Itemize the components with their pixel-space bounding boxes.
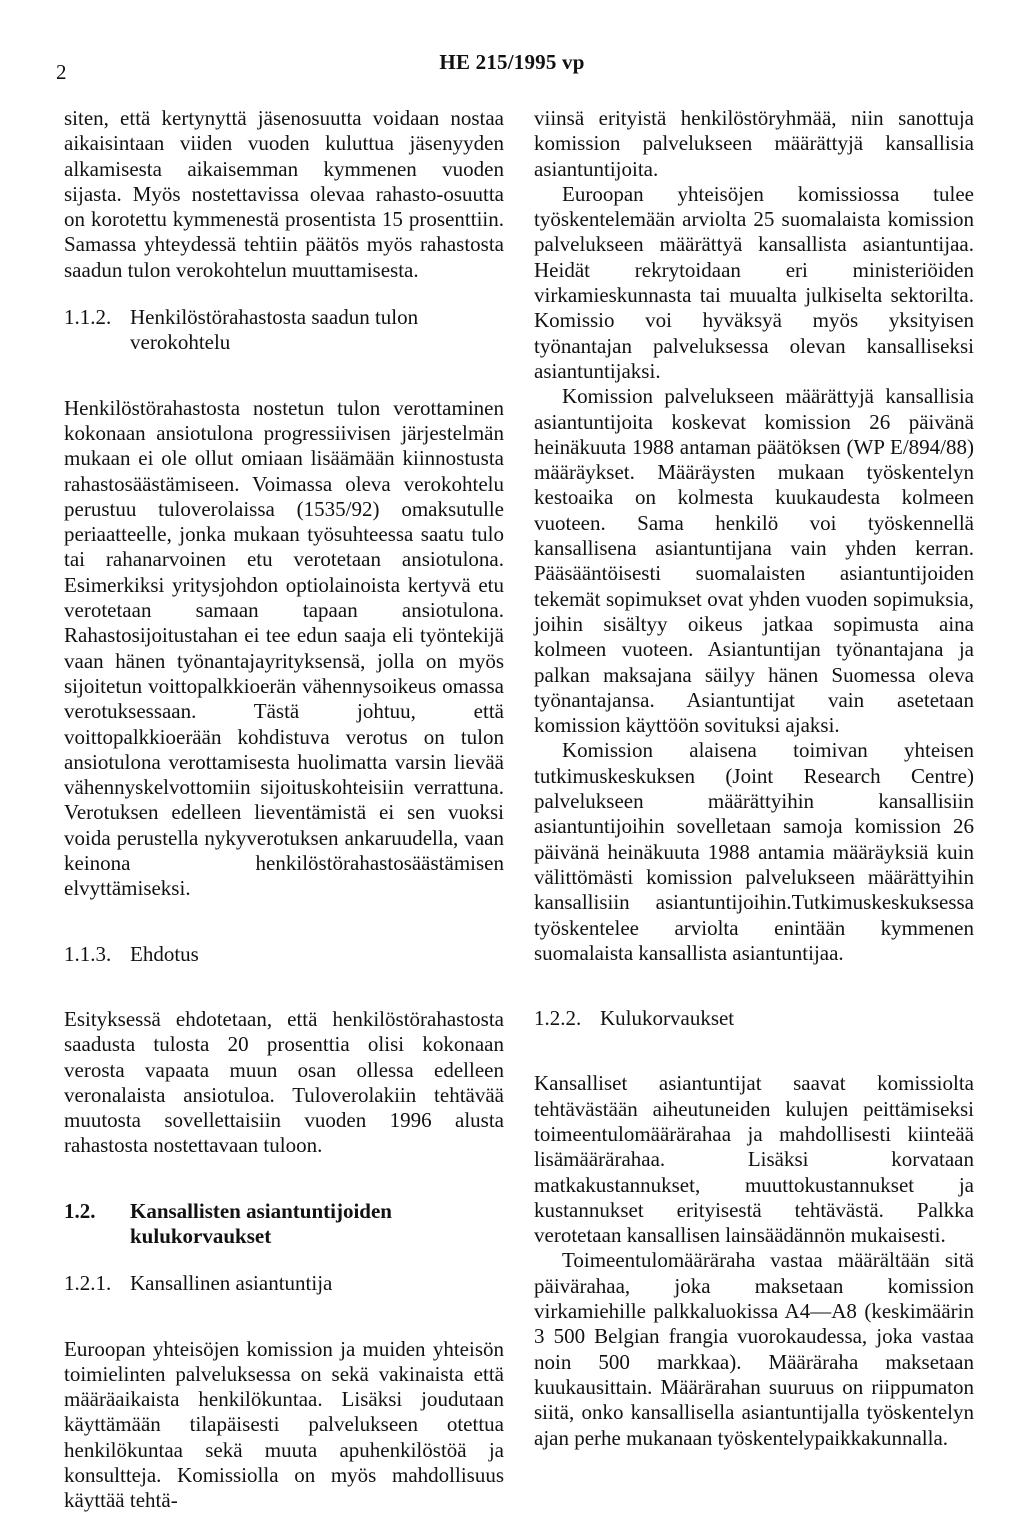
paragraph: Toimeentulomääräraha vastaa määrältään sitä päivärahaa, joka maksetaan komission virkamiehille palkkaluokissa A4—A8 (keskimäärin 3 500 Belgian frangia vuorokaudessa, joka vastaa noin 500 markkaa). Määräraha maksetaan kuukausittain. Määrärahan suuruus on riippumaton siitä, onko kansallisella asiantuntijalla työskentelyn ajan perhe mukanaan työskentelypaikkakunnalla. <box>534 1248 974 1450</box>
right-column <box>534 106 974 1451</box>
section-title: Henkilöstörahastosta saadun tulon verokohtelu <box>130 305 419 355</box>
section-title: Ehdotus <box>130 941 199 966</box>
section-heading-1-1-2 <box>64 305 504 356</box>
section-title: Kulukorvaukset <box>600 1006 735 1031</box>
section-heading-1-2 <box>64 1199 504 1250</box>
paragraph: Komission palvelukseen määrättyjä kansallisia asiantuntijoita koskevat komission 26 päivänä heinäkuuta 1988 antaman päätöksen (WP E/894/88) määräykset. Määräysten mukaan työskentelyn kestoaika on kolmesta kuukaudesta kolmeen vuoteen. Sama henkilö voi työskennellä kansallisena asiantuntijana vain yhden kerran. Pääsääntöisesti suomalaisten asiantuntijoiden tekemät sopimukset ovat yhden vuoden sopimuksia, joihin sisältyy oikeus jatkaa sopimusta aina kolmeen vuoteen. Asiantuntijan työnantajana ja palkan maksajana säilyy hänen Suomessa oleva työnantajansa. Asiantuntijat vain asetetaan komission käyttöön sovituksi ajaksi. <box>534 384 974 738</box>
section-title: Kansallinen asiantuntija <box>130 1271 333 1296</box>
section-heading-1-2-2 <box>534 1006 974 1031</box>
section-number: 1.2. <box>64 1198 96 1223</box>
section-heading-1-1-3 <box>64 942 504 967</box>
paragraph: Komission alaisena toimivan yhteisen tutkimuskeskuksen (Joint Research Centre) palvelukseen määrättyihin kansallisiin asiantuntijoihin sovelletaan samoja komission 26 päivänä heinäkuuta 1988 antamia määräyksiä kuin välittömästi komission palvelukseen määrättyihin kansallisiin asiantuntijoihin.Tutkimuskeskuksessa työskentelee arviolta enintään kymmenen suomalaista kansallista asiantuntijaa. <box>534 738 974 965</box>
section-number: 1.2.1. <box>64 1271 112 1296</box>
left-column <box>64 106 504 1514</box>
section-number: 1.2.2. <box>534 1006 582 1031</box>
paragraph: Henkilöstörahastosta nostetun tulon verottaminen kokonaan ansiotulona progressiivisen järjestelmän mukaan ei ole ollut omiaan lisäämään kiinnostusta rahastosäästämiseen. Voimassa oleva verokohtelu perustuu tuloverolaissa (1535/92) omaksutulle periaatteelle, jonka mukaan työsuhteessa saatu tulo tai rahanarvoinen etu verotetaan ansiotulona. Esimerkiksi yritysjohdon optiolainoista kertyvä etu verotetaan samaan tapaan ansiotulona. Rahastosijoitustahan ei tee edun saaja eli työntekijä vaan hänen työnantajayrityksensä, jolla on myös sijoitetun voittopalkkioerän vähennysoikeus omassa verotuksessaan. Tästä johtuu, että voittopalkkioerään kohdistuva verotus on tulon ansiotulona verottamisesta huolimatta varsin lievää vähennyskelvottomiin sijoituskohteisiin verrattuna. Verotuksen edelleen lieventämistä ei sen vuoksi voida perustella nykyverotuksen ankaruudella, vaan keinona henkilöstörahastosäästämisen elvyttämiseksi. <box>64 395 504 901</box>
section-title: Kansallisten asiantuntijoiden kulukorvaukset <box>130 1198 392 1248</box>
paragraph: viinsä erityistä henkilöstöryhmää, niin sanottuja komission palvelukseen määrättyjä kansallisia asiantuntijoita. <box>534 106 974 181</box>
paragraph: Esityksessä ehdotetaan, että henkilöstörahastosta saadusta tulosta 20 prosenttia olisi kokonaan verosta vapaata muun osan ollessa edelleen veronalaista ansiotuloa. Tuloverolakiin tehtävää muutosta sovellettaisiin vuoden 1996 alusta rahastosta nostettavaan tuloon. <box>64 1006 504 1158</box>
section-number: 1.1.2. <box>64 305 112 330</box>
paragraph: Euroopan yhteisöjen komissiossa tulee työskentelemään arviolta 25 suomalaista komission palvelukseen määrättyä kansallista asiantuntijaa. Heidät rekrytoidaan eri ministeriöiden virkamieskunnasta tai muualta julkiselta sektorilta. Komissio voi hyväksyä myös yksityisen työnantajan palveluksessa olevan kansalliseksi asiantuntijaksi. <box>534 181 974 383</box>
paragraph: Euroopan yhteisöjen komission ja muiden yhteisön toimielinten palveluksessa on sekä vakinaista että määräaikaista henkilökuntaa. Lisäksi joudutaan käyttämään tilapäisesti palvelukseen otettua henkilökuntaa sekä muuta apuhenkilöstöä ja konsultteja. Komissiolla on myös mahdollisuus käyttää tehtä- <box>64 1336 504 1513</box>
running-title: HE 215/1995 vp <box>439 50 585 74</box>
paragraph: Kansalliset asiantuntijat saavat komissiolta tehtävästään aiheutuneiden kulujen peittämiseksi toimeentulomäärärahaa ja mahdollisesti kiinteää lisämäärärahaa. Lisäksi korvataan matkakustannukset, muuttokustannukset ja kustannukset erityisestä tehtävästä. Palkka verotetaan kansallisen lainsäädännön mukaisesti. <box>534 1071 974 1248</box>
section-heading-1-2-1 <box>64 1271 504 1296</box>
paragraph: siten, että kertynyttä jäsenosuutta voidaan nostaa aikaisintaan viiden vuoden kuluttua jäsenyyden alkamisesta aikaisemman kymmenen vuoden sijasta. Myös nostettavissa olevaa rahasto-osuutta on korotettu kymmenestä prosentista 15 prosenttiin. Samassa yhteydessä tehtiin päätös myös rahastosta saadun tulon verokohtelun muuttamisesta. <box>64 106 504 282</box>
page-number: 2 <box>56 60 67 84</box>
section-number: 1.1.3. <box>64 941 112 966</box>
